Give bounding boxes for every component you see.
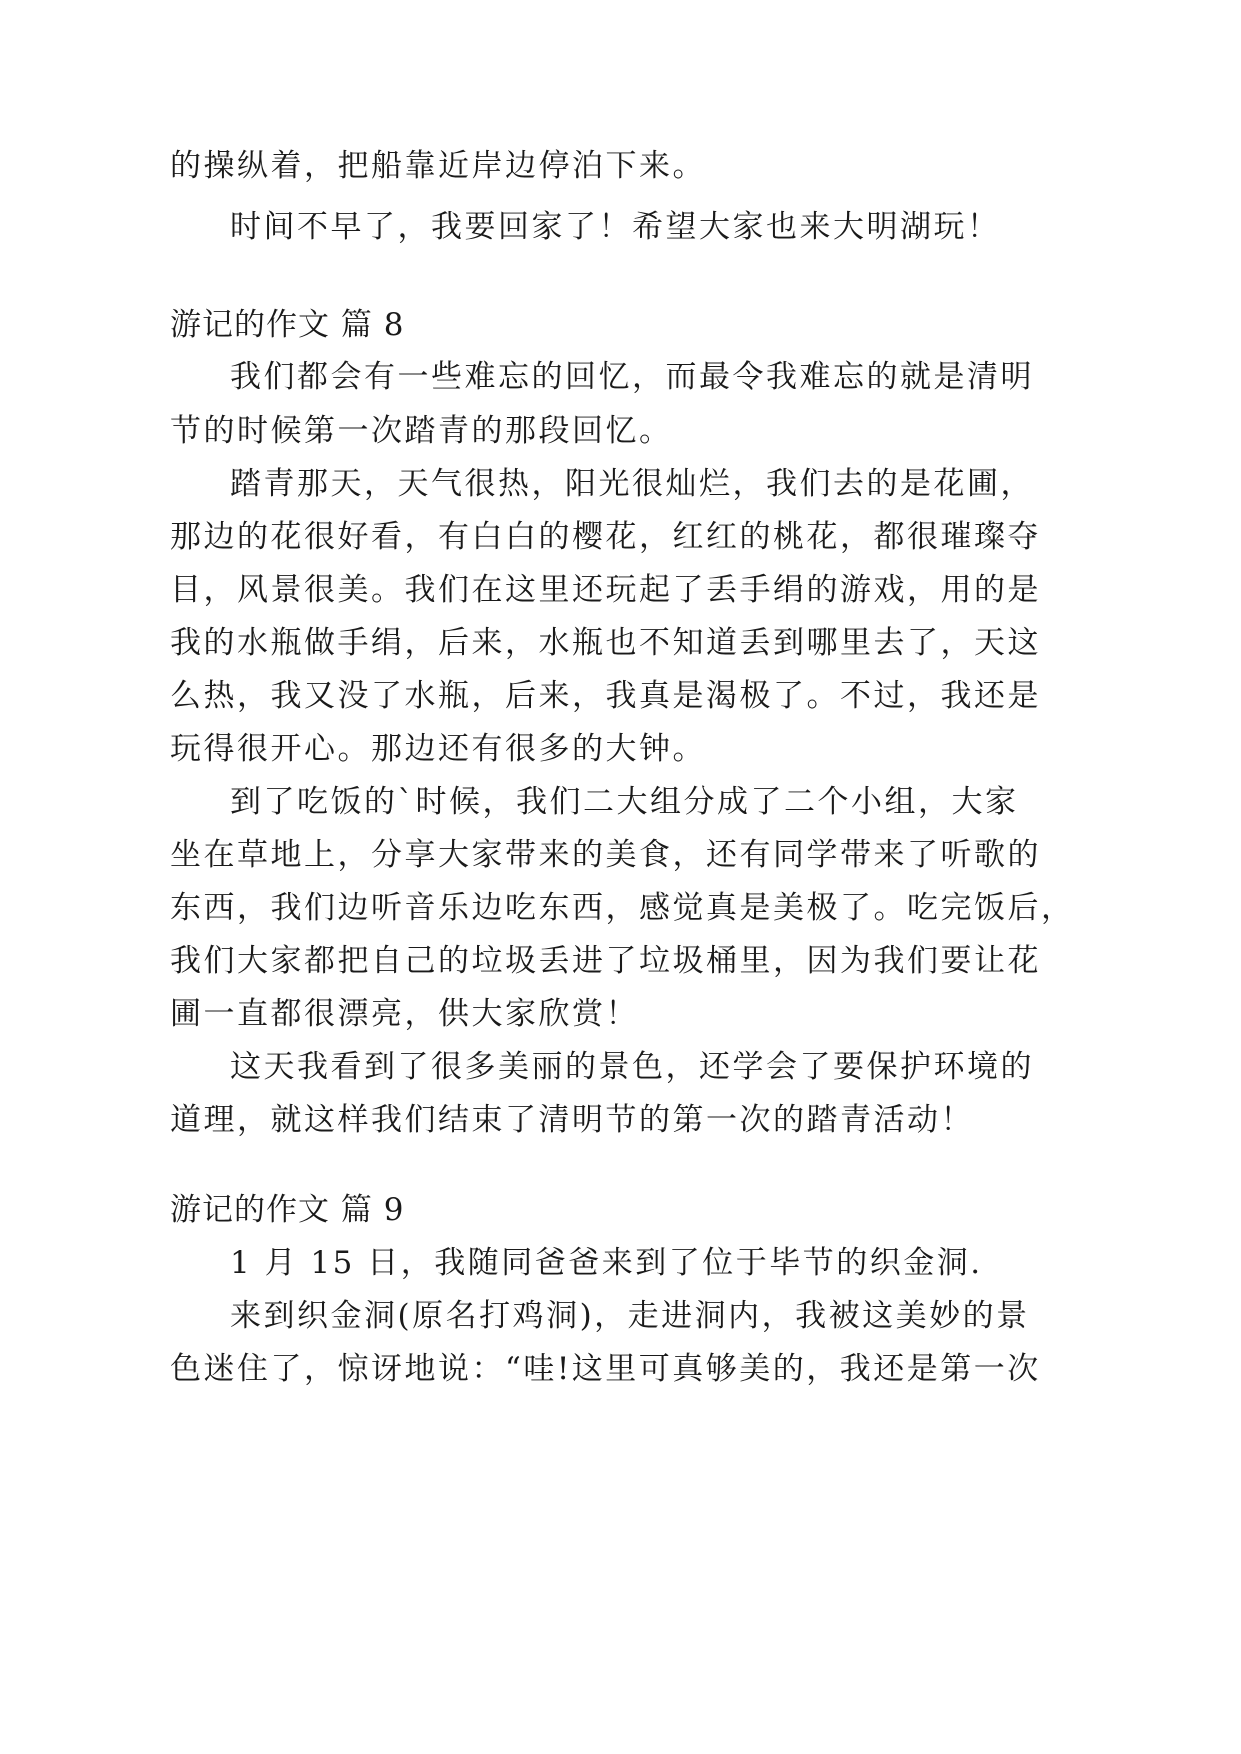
paragraph-line: 到了吃饭的`时候，我们二大组分成了二个小组，大家 [230,784,1019,820]
paragraph-line: 踏青那天，天气很热，阳光很灿烂，我们去的是花圃， [230,466,1034,502]
paragraph-line: 来到织金洞(原名打鸡洞)，走进洞内，我被这美妙的景 [230,1298,1030,1334]
section-heading: 游记的作文 篇 8 [170,307,405,343]
paragraph-line: 么热，我又没了水瓶，后来，我真是渴极了。不过，我还是 [170,678,1041,714]
paragraph-line: 这天我看到了很多美丽的景色，还学会了要保护环境的 [230,1049,1034,1085]
paragraph-line: 圃一直都很漂亮，供大家欣赏！ [170,996,639,1032]
paragraph-line: 的操纵着，把船靠近岸边停泊下来。 [170,148,706,184]
paragraph-line: 我们都会有一些难忘的回忆，而最令我难忘的就是清明 [230,359,1034,395]
paragraph-line: 目，风景很美。我们在这里还玩起了丢手绢的游戏，用的是 [170,572,1041,608]
paragraph-line: 我的水瓶做手绢，后来，水瓶也不知道丢到哪里去了，天这 [170,625,1041,661]
paragraph-line: 坐在草地上，分享大家带来的美食，还有同学带来了听歌的 [170,837,1041,873]
paragraph-line: 那边的花很好看，有白白的樱花，红红的桃花，都很璀璨夺 [170,519,1041,555]
paragraph-line: 色迷住了，惊讶地说：“哇!这里可真够美的，我还是第一次 [170,1351,1041,1387]
paragraph-line: 时间不早了，我要回家了！希望大家也来大明湖玩！ [230,209,1001,245]
paragraph-line: 玩得很开心。那边还有很多的大钟。 [170,731,706,767]
paragraph-line: 道理，就这样我们结束了清明节的第一次的踏青活动！ [170,1102,974,1138]
paragraph-line: 节的时候第一次踏青的那段回忆。 [170,413,673,449]
paragraph-line: 1 月 15 日，我随同爸爸来到了位于毕节的织金洞. [230,1245,983,1281]
paragraph-line: 我们大家都把自己的垃圾丢进了垃圾桶里，因为我们要让花 [170,943,1041,979]
paragraph-line: 东西，我们边听音乐边吃东西，感觉真是美极了。吃完饭后， [170,890,1075,926]
section-heading: 游记的作文 篇 9 [170,1192,405,1228]
